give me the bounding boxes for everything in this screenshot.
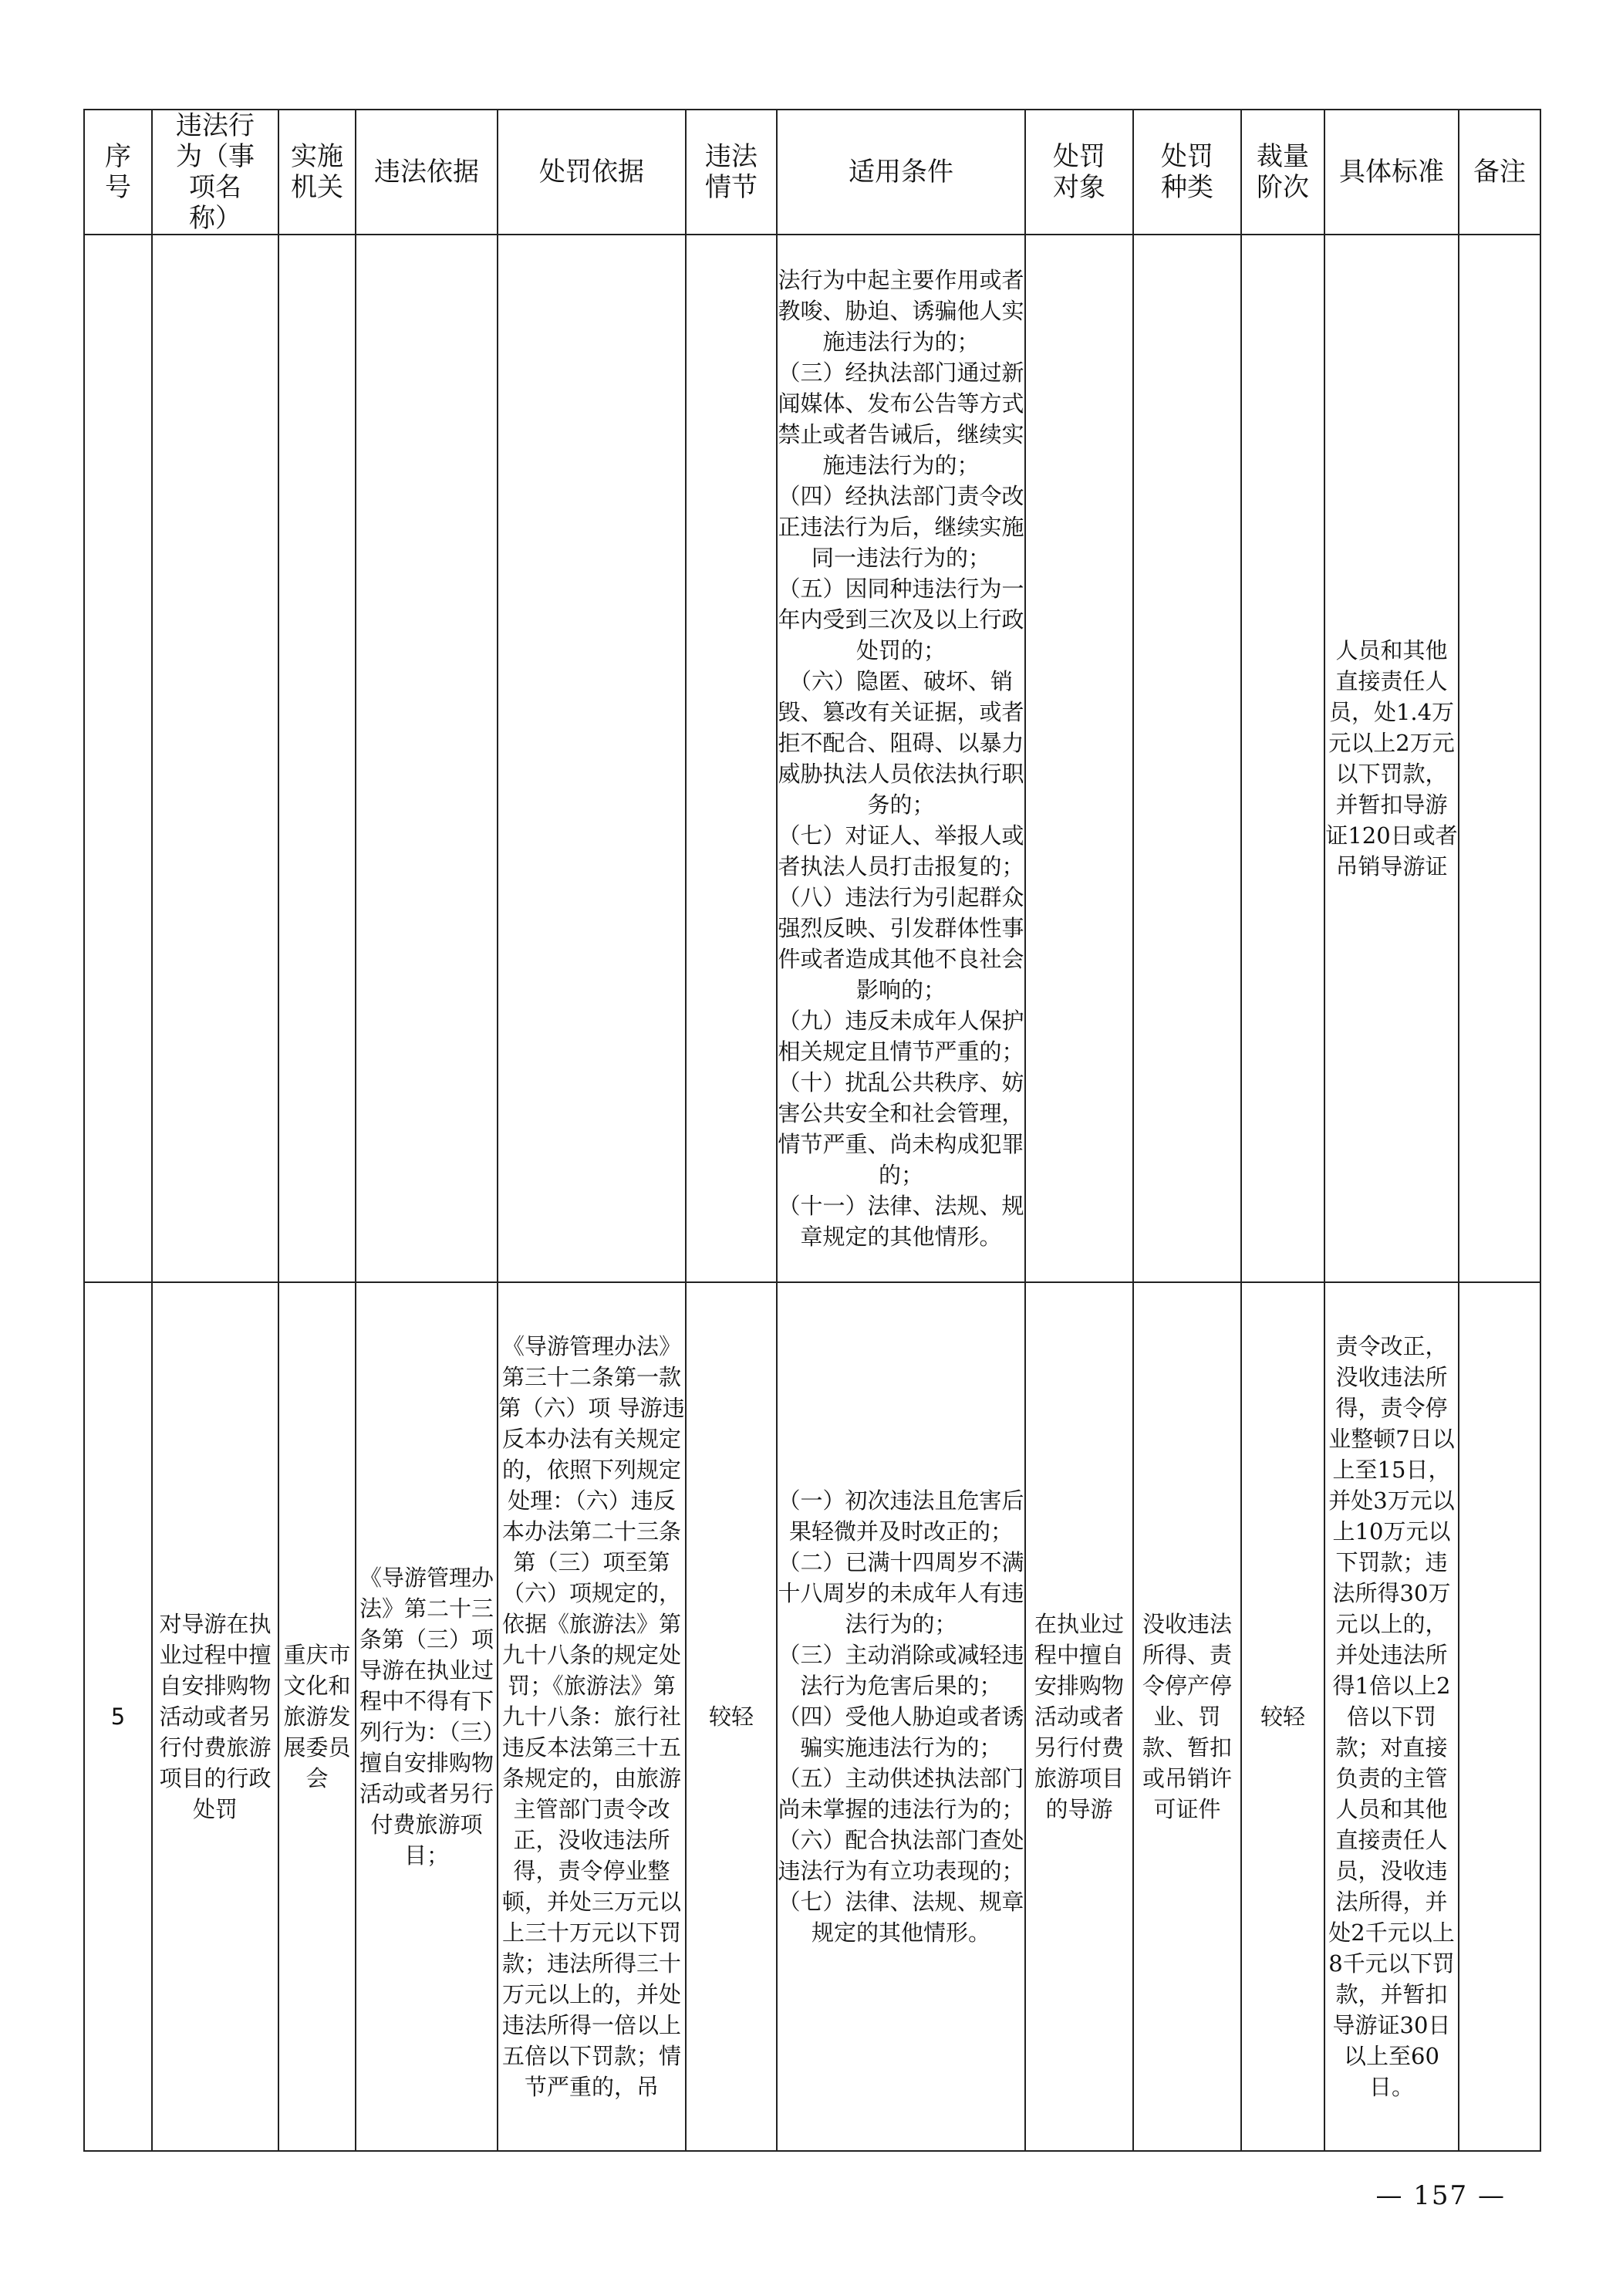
cell-illegal-basis: 《导游管理办法》第二十三条第（三）项 导游在执业过程中不得有下列行为：（三）擅自安排购物活动或者另行付费旅游项目； xyxy=(356,1282,498,2151)
cell-penalty-type: 没收违法所得、责令停产停业、罚款、暂扣或吊销许可证件 xyxy=(1133,1282,1241,2151)
cell-empty xyxy=(152,235,278,1282)
cell-empty xyxy=(686,235,777,1282)
table-header-row xyxy=(84,110,1540,235)
cell-empty xyxy=(1459,235,1540,1282)
cell-standard: 责令改正，没收违法所得，责令停业整顿7日以上至15日，并处3万元以上10万元以下罚款；违法所得30万元以上的，并处违法所得1倍以上2倍以下罚款；对直接负责的主管人员和其他直接责任人员，没收违法所得，并处2千元以上8千元以下罚款，并暂扣导游证30日以上至60日。 xyxy=(1324,1282,1459,2151)
cell-note xyxy=(1459,1282,1540,2151)
cell-empty xyxy=(356,235,498,1282)
header-target: 处罚对象 xyxy=(1025,110,1133,235)
cell-standard: 人员和其他直接责任人员，处1.4万元以上2万元以下罚款，并暂扣导游证120日或者吊销导游证 xyxy=(1324,235,1459,1282)
header-seq: 序号 xyxy=(84,110,152,235)
page-number: — 157 — xyxy=(1375,2180,1506,2211)
cell-level: 较轻 xyxy=(1241,1282,1324,2151)
cell-conditions: 法行为中起主要作用或者教唆、胁迫、诱骗他人实施违法行为的； （三）经执法部门通过新闻媒体、发布公告等方式禁止或者告诫后，继续实施违法行为的； （四）经执法部门责令改正违法行为后，继续实施同一违法行为的； （五）因同种违法行为一年内受到三次及以上行政处罚的； （六）隐匿、破坏、销毁、篡改有关证据，或者拒不配合、阻碍、以暴力威胁执法人员依法执行职务的； （七）对证人、举报人或者执法人员打击报复的； （八）违法行为引起群众强烈反映、引发群体性事件或者造成其他不良社会影响的； （九）违反未成年人保护相关规定且情节严重的； （十）扰乱公共秩序、妨害公共安全和社会管理，情节严重、尚未构成犯罪的； （十一）法律、法规、规章规定的其他情形。 xyxy=(777,235,1025,1282)
cell-conditions: （一）初次违法且危害后果轻微并及时改正的； （二）已满十四周岁不满十八周岁的未成年人有违法行为的； （三）主动消除或减轻违法行为危害后果的； （四）受他人胁迫或者诱骗实施违法行为的； （五）主动供述执法部门尚未掌握的违法行为的； （六）配合执法部门查处违法行为有立功表现的； （七）法律、法规、规章规定的其他情形。 xyxy=(777,1282,1025,2151)
header-note: 备注 xyxy=(1459,110,1540,235)
cell-empty xyxy=(278,235,356,1282)
cell-item: 对导游在执业过程中擅自安排购物活动或者另行付费旅游项目的行政处罚 xyxy=(152,1282,278,2151)
cell-seq: 5 xyxy=(84,1282,152,2151)
header-illegal-basis: 违法依据 xyxy=(356,110,498,235)
header-agency: 实施机关 xyxy=(278,110,356,235)
cell-empty xyxy=(84,235,152,1282)
header-penalty-basis: 处罚依据 xyxy=(498,110,686,235)
cell-agency: 重庆市文化和旅游发展委员会 xyxy=(278,1282,356,2151)
header-penalty-type: 处罚种类 xyxy=(1133,110,1241,235)
header-level: 裁量阶次 xyxy=(1241,110,1324,235)
cell-empty xyxy=(498,235,686,1282)
table-row xyxy=(84,1282,1540,2151)
cell-penalty-basis: 《导游管理办法》第三十二条第一款第（六）项 导游违反本办法有关规定的，依照下列规定处理：（六）违反本办法第二十三条第（三）项至第（六）项规定的，依据《旅游法》第九十八条的规定处罚；《旅游法》第九十八条：旅行社违反本法第三十五条规定的，由旅游主管部门责令改正，没收违法所得，责令停业整顿，并处三万元以上三十万元以下罚款；违法所得三十万元以上的，并处违法所得一倍以上五倍以下罚款；情节严重的，吊 xyxy=(498,1282,686,2151)
cell-severity: 较轻 xyxy=(686,1282,777,2151)
header-conditions: 适用条件 xyxy=(777,110,1025,235)
cell-target: 在执业过程中擅自安排购物活动或者另行付费旅游项目的导游 xyxy=(1025,1282,1133,2151)
penalty-standards-table xyxy=(83,109,1541,2152)
cell-empty xyxy=(1133,235,1241,1282)
cell-empty xyxy=(1241,235,1324,1282)
table-row xyxy=(84,235,1540,1282)
header-standard: 具体标准 xyxy=(1324,110,1459,235)
cell-empty xyxy=(1025,235,1133,1282)
header-item: 违法行为（事项名称） xyxy=(152,110,278,235)
header-severity: 违法情节 xyxy=(686,110,777,235)
